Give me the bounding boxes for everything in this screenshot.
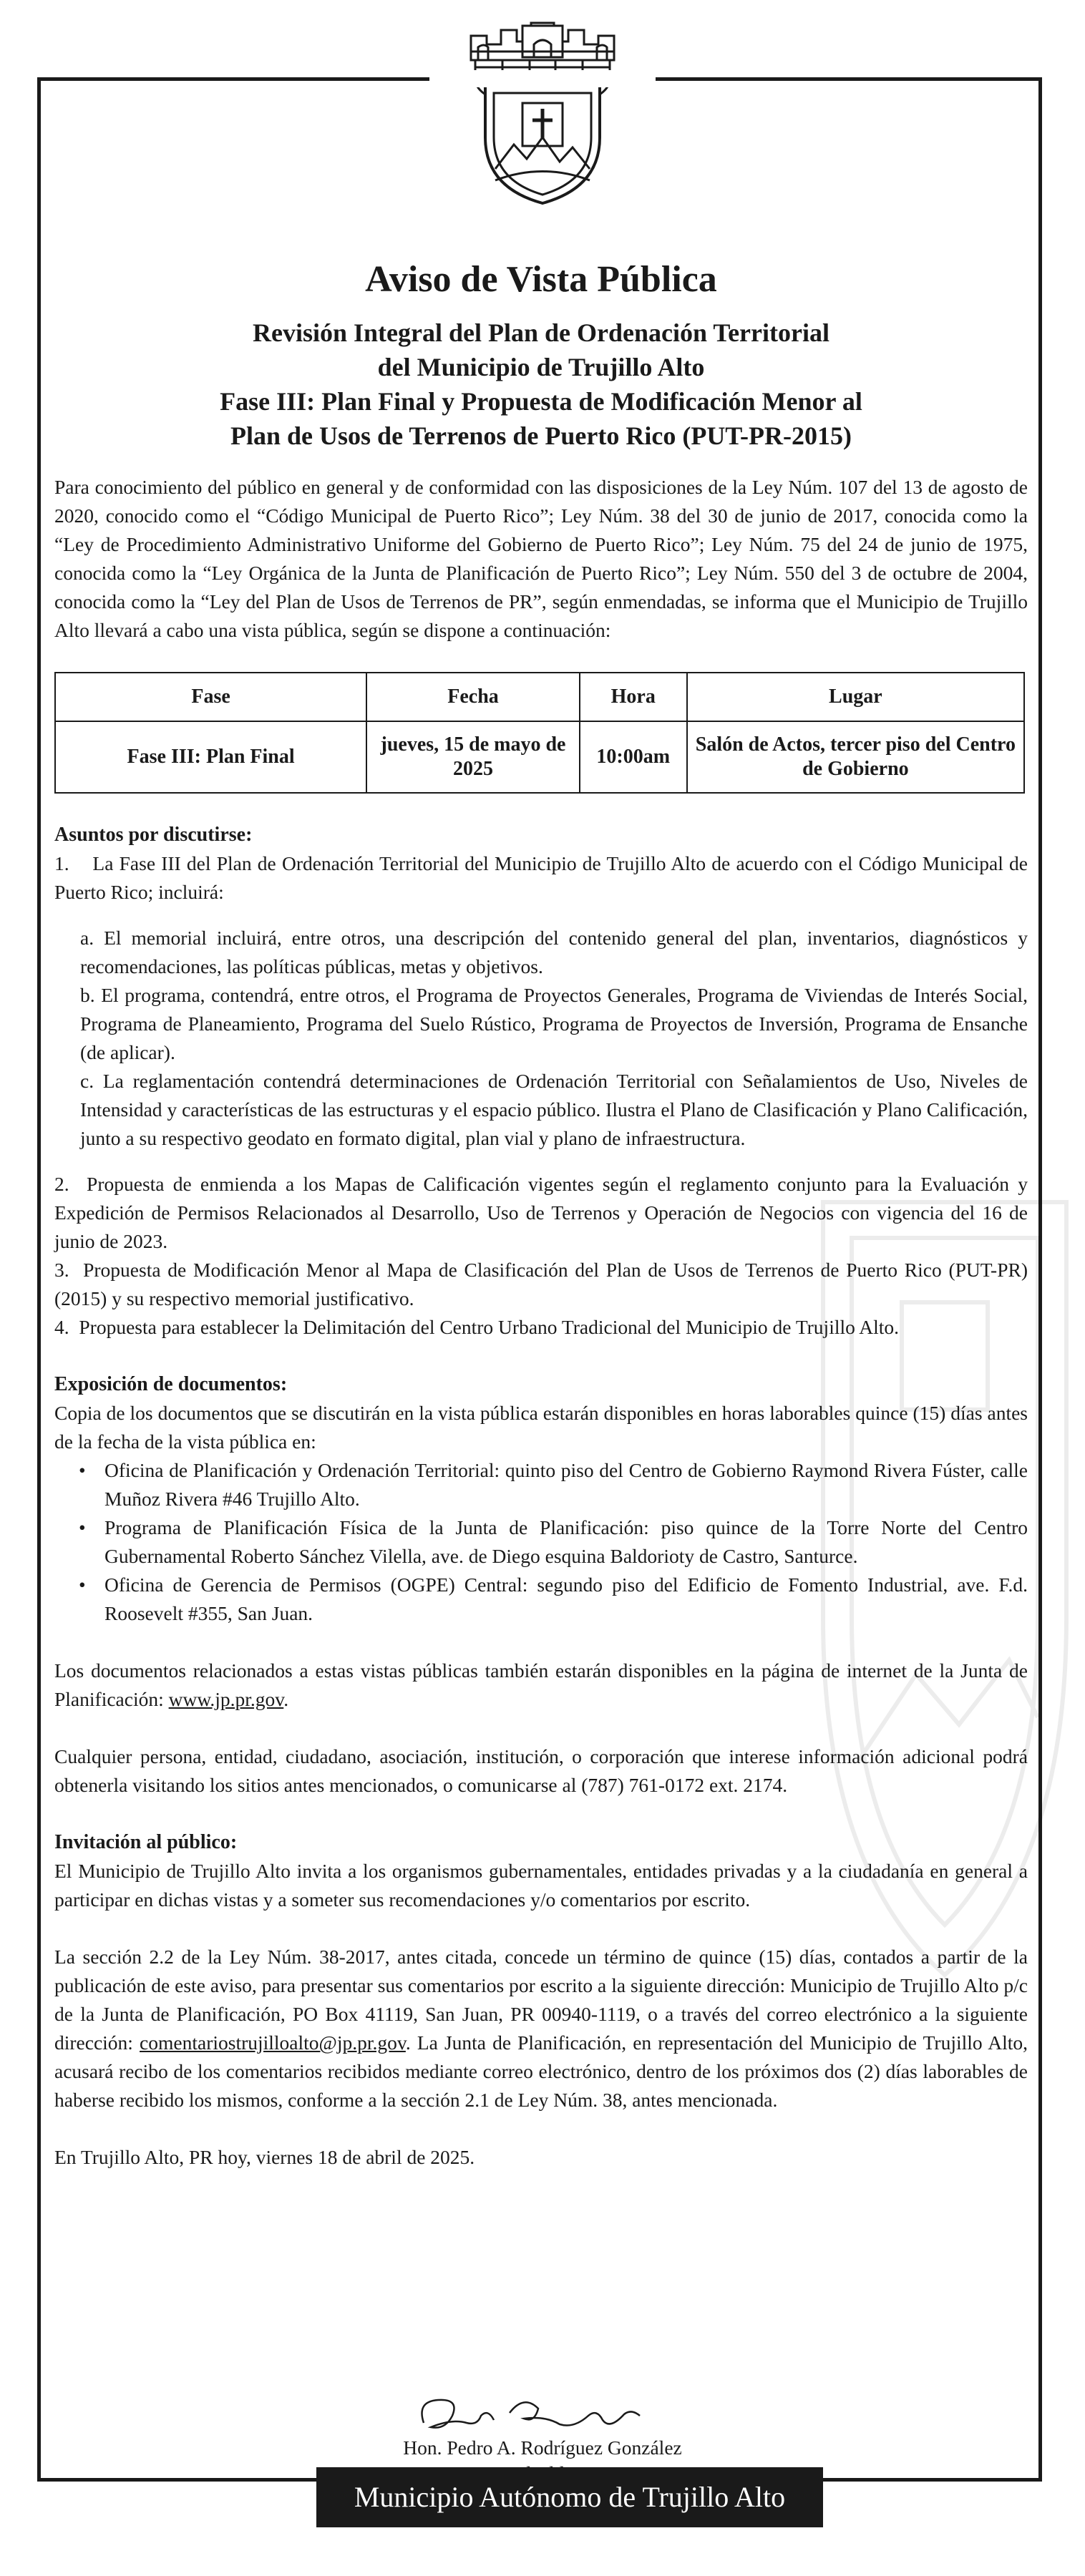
frame-crest-gap <box>429 70 656 87</box>
notice-content <box>54 259 1028 2172</box>
cell-fase: Fase III: Plan Final <box>55 721 366 793</box>
cell-hora: 10:00am <box>580 721 687 793</box>
asuntos-sub-b: b. El programa, contendrá, entre otros, el Programa de Proyectos Generales, Programa de Viviendas de Interés Social, Programa de Planeamiento, Programa del Suelo Rústico, Programa de Proyectos de Inversión, Programa de Ensanche (de aplicar). <box>80 984 1028 1064</box>
notice-title: Aviso de Vista Pública <box>365 259 717 300</box>
cell-fecha: jueves, 15 de mayo de 2025 <box>366 721 580 793</box>
list-item: • Oficina de Planificación y Ordenación Territorial: quinto piso del Centro de Gobierno Raymond Rivera Fúster, calle Muñoz Rivera #46 Trujillo Alto. <box>104 1456 1028 1513</box>
exposicion-intro: Copia de los documentos que se discutirán en la vista pública estarán disponibles en horas laborables quince (15) días antes de la fecha de la vista pública en: <box>54 1402 1028 1453</box>
list-item: • Oficina de Gerencia de Permisos (OGPE) Central: segundo piso del Edificio de Fomento Industrial, ave. F.d. Roosevelt #355, San Juan. <box>104 1571 1028 1628</box>
signer-name: Hon. Pedro A. Rodríguez González <box>403 2436 682 2459</box>
hearing-schedule-table <box>54 672 1025 794</box>
subtitle-line: Plan de Usos de Terrenos de Puerto Rico (PUT-PR-2015) <box>230 421 852 451</box>
contact-paragraph: Cualquier persona, entidad, ciudadano, asociación, institución, o corporación que interese información adicional podrá obtenerla visitando los sitios antes mencionados, o comunicarse al (787) 761-0172 ext. 2174. <box>54 1745 1028 1797</box>
subtitle-line: del Municipio de Trujillo Alto <box>377 353 705 382</box>
website-paragraph <box>54 1657 1028 1714</box>
intro-paragraph: Para conocimiento del público en general y de conformidad con las disposiciones de la Ley Núm. 107 del 13 de agosto de 2020, conocido como el “Código Municipal de Puerto Rico”; Ley Núm. 38 del 30 de junio de 2017, conocida como la “Ley de Procedimiento Administrativo Uniforme del Gobierno de Puerto Rico”; Ley Núm. 75 del 24 de junio de 1975, conocida como la “Ley Orgánica de la Junta de Planificación de Puerto Rico”; Ley Núm. 550 del 3 de octubre de 2004, conocida como la “Ley del Plan de Usos de Terrenos de PR”, según enmendadas, se informa que el Municipio de Trujillo Alto llevará a cabo una vista pública, según se dispone a continuación: <box>54 476 1028 642</box>
asuntos-item-2: 2. Propuesta de enmienda a los Mapas de Calificación vigentes según el reglamento conjunto para la Evaluación y Expedición de Permisos Relacionados al Desarrollo, Uso de Terrenos y Operación de Negocios con vigencia del 16 de junio de 2023. <box>54 1173 1028 1253</box>
email-link[interactable]: comentariostrujilloalto@jp.pr.gov <box>140 2031 406 2054</box>
asuntos-sub-a: a. El memorial incluirá, entre otros, una descripción del contenido general del plan, inventarios, diagnósticos y recomendaciones, las políticas públicas, metas y objetivos. <box>80 927 1028 978</box>
table-header-lugar: Lugar <box>687 673 1024 721</box>
asuntos-sub-c: c. La reglamentación contendrá determinaciones de Ordenación Territorial con Señalamientos de Uso, Niveles de Intensidad y características de las estructuras y el espacio público. Ilustra el Plano de Clasificación y Plano Calificación, junto a su respectivo geodato en formato digital, plan vial y plano de infraestructura. <box>80 1070 1028 1150</box>
subtitle-line: Revisión Integral del Plan de Ordenación Territorial <box>253 318 829 348</box>
seccion-text: La sección 2.2 de la Ley Núm. 38-2017, antes citada, concede un término de quince (15) días, contados a partir de la publicación de este aviso, para presentar sus comentarios por escrito a la siguiente dirección: Municipio de Trujillo Alto p/c de la Junta de Planificación, PO Box 41119, San Juan, PR 00940-1119, o a través del correo electrónico a la siguiente dirección: <box>54 1946 1028 2054</box>
website-text-end: . <box>283 1688 289 1711</box>
notice-subtitle <box>54 316 1028 453</box>
table-header-row <box>55 673 1024 721</box>
table-header-fase: Fase <box>55 673 366 721</box>
subtitle-line: Fase III: Plan Final y Propuesta de Modificación Menor al <box>220 387 862 416</box>
asuntos-item-3: 3. Propuesta de Modificación Menor al Mapa de Clasificación del Plan de Usos de Terrenos de Puerto Rico (PUT-PR) (2015) y su respectivo memorial justificativo. <box>54 1259 1028 1310</box>
exposicion-heading: Exposición de documentos: <box>54 1373 288 1396</box>
website-text: Los documentos relacionados a estas vistas públicas también estarán disponibles en la página de internet de la Junta de Planificación: <box>54 1659 1028 1711</box>
closing-line: En Trujillo Alto, PR hoy, viernes 18 de abril de 2025. <box>54 2146 475 2169</box>
website-link[interactable]: www.jp.pr.gov <box>168 1688 284 1711</box>
table-header-fecha: Fecha <box>366 673 580 721</box>
asuntos-item-4: 4. Propuesta para establecer la Delimitación del Centro Urbano Tradicional del Municipio de Trujillo Alto. <box>54 1316 899 1339</box>
municipality-banner: Municipio Autónomo de Trujillo Alto <box>316 2467 823 2527</box>
table-header-hora: Hora <box>580 673 687 721</box>
cell-lugar: Salón de Actos, tercer piso del Centro de Gobierno <box>687 721 1024 793</box>
list-item: • Programa de Planificación Física de la Junta de Planificación: piso quince de la Torre Norte del Centro Gubernamental Roberto Sánchez Vilella, ave. de Diego esquina Baldorioty de Castro, Santurce. <box>104 1513 1028 1571</box>
invitacion-text: El Municipio de Trujillo Alto invita a los organismos gubernamentales, entidades privadas y a la ciudadanía en general a participar en dichas vistas y a someter sus recomendaciones y/o comentarios por escrito. <box>54 1860 1028 1911</box>
asuntos-heading: Asuntos por discutirse: <box>54 824 253 847</box>
document-locations-list <box>54 1456 1028 1628</box>
seccion-paragraph <box>54 1943 1028 2114</box>
seccion-text-end: . La Junta de Planificación, en representación del Municipio de Trujillo Alto, acusará recibo de los comentarios recibidos mediante correo electrónico, dentro de los próximos dos (2) días laborables de haberse recibido los mismos, conforme a la sección 2.1 de Ley Núm. 38, antes mencionada. <box>54 2031 1028 2112</box>
asuntos-item-1: 1. La Fase III del Plan de Ordenación Territorial del Municipio de Trujillo Alto de acuerdo con el Código Municipal de Puerto Rico; incluirá: <box>54 852 1028 904</box>
table-row <box>55 721 1024 793</box>
invitacion-heading: Invitación al público: <box>54 1831 238 1854</box>
